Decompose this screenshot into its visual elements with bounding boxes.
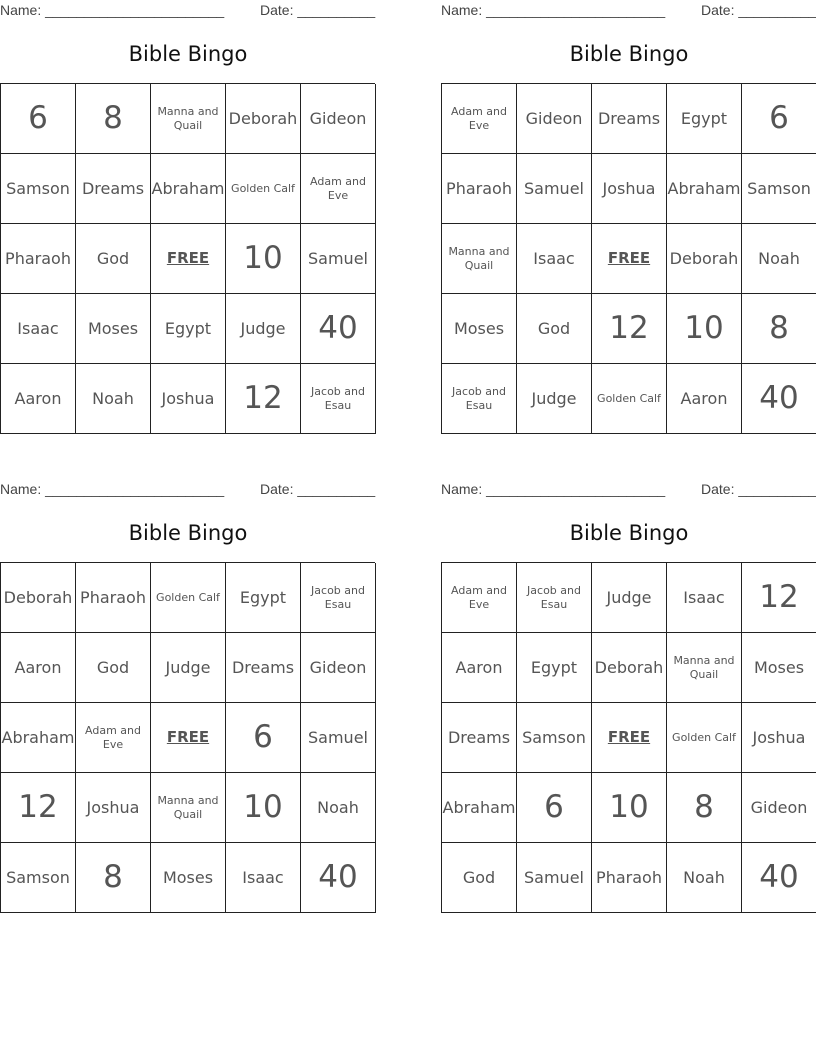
bingo-cell: Abraham	[667, 154, 742, 224]
bingo-cell: Golden Calf	[151, 563, 226, 633]
bingo-cell: Samson	[1, 154, 76, 224]
bingo-grid	[441, 562, 816, 913]
bingo-cell: Adam and Eve	[442, 84, 517, 154]
card-header	[0, 479, 376, 501]
bingo-cell: 10	[226, 224, 301, 294]
bingo-cell: Gideon	[517, 84, 592, 154]
bingo-cell: 12	[592, 294, 667, 364]
bingo-cell: Pharaoh	[1, 224, 76, 294]
bingo-cell: Samuel	[301, 224, 376, 294]
bingo-cell: FREE	[592, 224, 667, 294]
bingo-cell: 6	[1, 84, 76, 154]
bingo-cell: Aaron	[1, 633, 76, 703]
bingo-cell: 8	[76, 84, 151, 154]
bingo-cell: Dreams	[442, 703, 517, 773]
bingo-cell: Noah	[667, 843, 742, 913]
bingo-cell: Abraham	[442, 773, 517, 843]
card-title: Bible Bingo	[569, 521, 689, 545]
bingo-cell: Joshua	[742, 703, 816, 773]
bingo-cell: Judge	[226, 294, 301, 364]
bingo-cell: Egypt	[151, 294, 226, 364]
bingo-cell: Jacob and Esau	[517, 563, 592, 633]
bingo-cell: Dreams	[226, 633, 301, 703]
bingo-cell: 8	[667, 773, 742, 843]
bingo-cell: Egypt	[667, 84, 742, 154]
bingo-cell: Noah	[742, 224, 816, 294]
bingo-cell: Abraham	[1, 703, 76, 773]
bingo-cell: 12	[742, 563, 816, 633]
bingo-cell: Joshua	[592, 154, 667, 224]
bingo-cell: Manna and Quail	[667, 633, 742, 703]
bingo-cell: Pharaoh	[442, 154, 517, 224]
date-line: Date: __________	[260, 2, 376, 18]
bingo-cell: 40	[301, 843, 376, 913]
bingo-cell: Moses	[76, 294, 151, 364]
card-title: Bible Bingo	[128, 521, 248, 545]
name-line: Name: _______________________	[441, 2, 666, 18]
bingo-cell: Manna and Quail	[442, 224, 517, 294]
bingo-cell: Deborah	[667, 224, 742, 294]
bingo-cell: Jacob and Esau	[301, 563, 376, 633]
bingo-cell: Isaac	[1, 294, 76, 364]
bingo-cell: Joshua	[76, 773, 151, 843]
bingo-cell: Isaac	[667, 563, 742, 633]
bingo-cell: Golden Calf	[226, 154, 301, 224]
bingo-cell: Deborah	[1, 563, 76, 633]
bingo-cell: Judge	[592, 563, 667, 633]
bingo-cell: 8	[76, 843, 151, 913]
bingo-cell: Manna and Quail	[151, 773, 226, 843]
bingo-cell: Isaac	[226, 843, 301, 913]
bingo-cell: 6	[517, 773, 592, 843]
bingo-cell: Dreams	[76, 154, 151, 224]
bingo-cell: Abraham	[151, 154, 226, 224]
bingo-cell: 10	[592, 773, 667, 843]
bingo-cell: Moses	[742, 633, 816, 703]
bingo-cell: 12	[1, 773, 76, 843]
bingo-cell: Jacob and Esau	[301, 364, 376, 434]
bingo-cell: FREE	[151, 224, 226, 294]
bingo-cell: Manna and Quail	[151, 84, 226, 154]
bingo-cell: 40	[742, 843, 816, 913]
name-line: Name: _______________________	[0, 2, 225, 18]
bingo-cell: 10	[226, 773, 301, 843]
bingo-cell: 8	[742, 294, 816, 364]
bingo-cell: God	[76, 633, 151, 703]
bingo-cell: Adam and Eve	[301, 154, 376, 224]
card-header	[441, 479, 816, 501]
bingo-cell: Jacob and Esau	[442, 364, 517, 434]
bingo-cell: Judge	[151, 633, 226, 703]
bingo-cell: Golden Calf	[667, 703, 742, 773]
bingo-cell: Adam and Eve	[442, 563, 517, 633]
bingo-cell: Aaron	[667, 364, 742, 434]
bingo-cell: Moses	[442, 294, 517, 364]
bingo-cell: God	[442, 843, 517, 913]
bingo-cell: God	[517, 294, 592, 364]
bingo-cell: 6	[742, 84, 816, 154]
bingo-cell: 6	[226, 703, 301, 773]
bingo-cell: FREE	[151, 703, 226, 773]
bingo-cell: Noah	[301, 773, 376, 843]
card-header	[441, 0, 816, 22]
bingo-cell: Gideon	[742, 773, 816, 843]
bingo-cell: Gideon	[301, 633, 376, 703]
name-line: Name: _______________________	[441, 481, 666, 497]
date-line: Date: __________	[701, 481, 816, 497]
bingo-cell: Samson	[1, 843, 76, 913]
bingo-cell: 40	[301, 294, 376, 364]
bingo-cell: Isaac	[517, 224, 592, 294]
bingo-grid	[0, 83, 375, 434]
bingo-cell: Samuel	[517, 154, 592, 224]
bingo-grid	[441, 83, 816, 434]
bingo-cell: Samson	[517, 703, 592, 773]
bingo-cell: Deborah	[226, 84, 301, 154]
bingo-cell: Egypt	[226, 563, 301, 633]
bingo-cell: FREE	[592, 703, 667, 773]
bingo-cell: Joshua	[151, 364, 226, 434]
bingo-grid	[0, 562, 375, 913]
bingo-cell: Samuel	[517, 843, 592, 913]
bingo-cell: Samson	[742, 154, 816, 224]
date-line: Date: __________	[260, 481, 376, 497]
bingo-cell: God	[76, 224, 151, 294]
bingo-cell: Noah	[76, 364, 151, 434]
bingo-cell: Pharaoh	[76, 563, 151, 633]
bingo-cell: Judge	[517, 364, 592, 434]
bingo-cell: Gideon	[301, 84, 376, 154]
bingo-cell: Aaron	[1, 364, 76, 434]
bingo-cell: Pharaoh	[592, 843, 667, 913]
card-title: Bible Bingo	[569, 42, 689, 66]
bingo-cell: 40	[742, 364, 816, 434]
bingo-cell: Deborah	[592, 633, 667, 703]
bingo-cell: Golden Calf	[592, 364, 667, 434]
card-title: Bible Bingo	[128, 42, 248, 66]
card-header	[0, 0, 376, 22]
name-line: Name: _______________________	[0, 481, 225, 497]
bingo-cell: Egypt	[517, 633, 592, 703]
bingo-cell: Dreams	[592, 84, 667, 154]
bingo-cell: Adam and Eve	[76, 703, 151, 773]
bingo-cell: 10	[667, 294, 742, 364]
bingo-cell: Moses	[151, 843, 226, 913]
bingo-cell: Samuel	[301, 703, 376, 773]
bingo-cell: Aaron	[442, 633, 517, 703]
date-line: Date: __________	[701, 2, 816, 18]
bingo-cell: 12	[226, 364, 301, 434]
